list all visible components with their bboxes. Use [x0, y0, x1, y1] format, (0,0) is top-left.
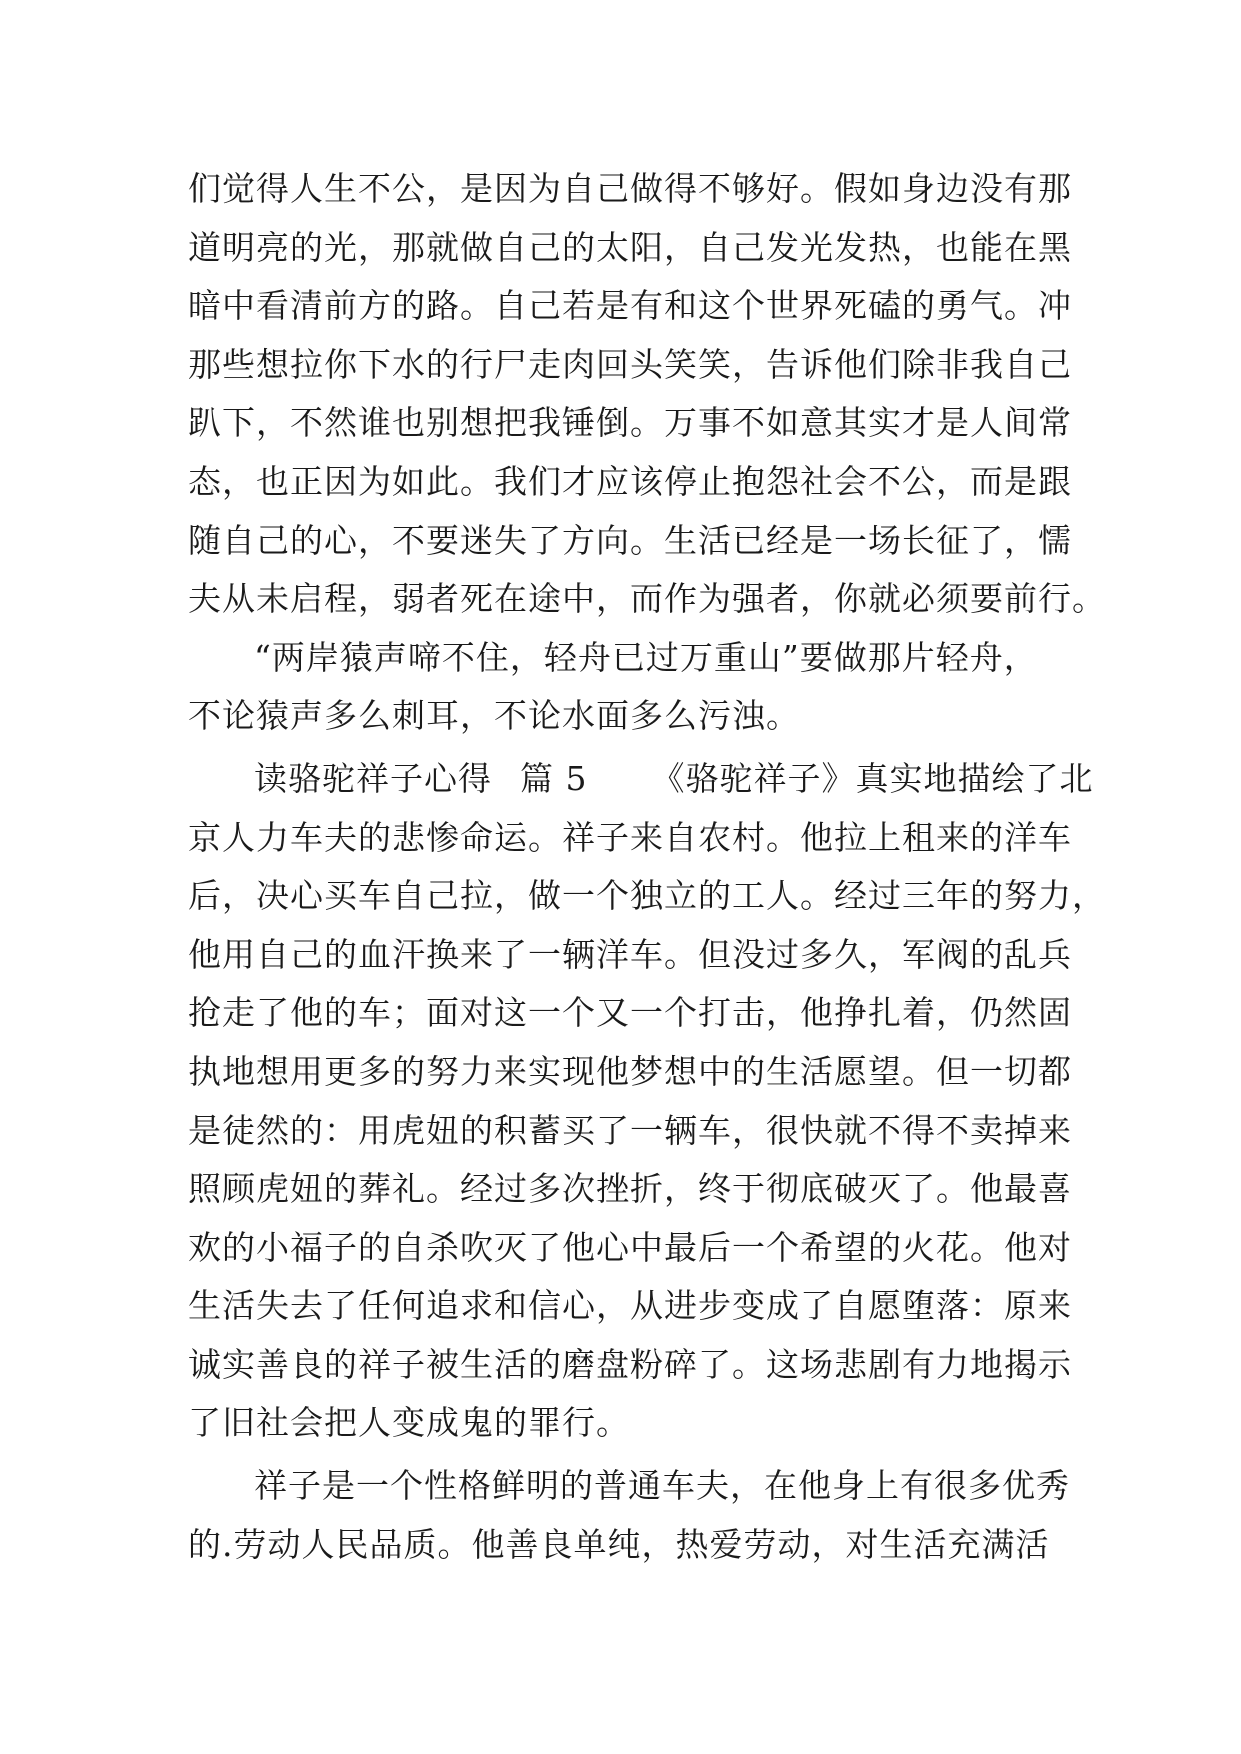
text-line: 《骆驼祥子》真实地描绘了北 — [651, 758, 1094, 798]
text-line: 诚实善良的祥子被生活的磨盘粉碎了。这场悲剧有力地揭示 — [188, 1344, 1072, 1384]
section-title: 读骆驼祥子心得 — [254, 758, 492, 798]
text-line: 的.劳动人民品质。他善良单纯，热爱劳动，对生活充满活 — [188, 1524, 1050, 1564]
text-line: “两岸猿声啼不住，轻舟已过万重山”要做那片轻舟， — [254, 637, 1038, 677]
paragraph — [188, 1457, 1068, 1574]
text-line: 暗中看清前方的路。自己若是有和这个世界死磕的勇气。冲 — [188, 286, 1072, 326]
text-line: 道明亮的光，那就做自己的太阳，自己发光发热，也能在黑 — [188, 227, 1072, 267]
text-line: 那些想拉你下水的行尸走肉回头笑笑，告诉他们除非我自己 — [188, 344, 1072, 384]
paragraph — [188, 160, 1106, 629]
text-line: 不论猿声多么刺耳，不论水面多么污浊。 — [188, 696, 800, 736]
paragraph — [188, 629, 1068, 746]
text-line: 执地想用更多的努力来实现他梦想中的生活愿望。但一切都 — [188, 1051, 1072, 1091]
text-line: 夫从未启程，弱者死在途中，而作为强者，你就必须要前行。 — [188, 579, 1106, 619]
text-line: 是徒然的：用虎妞的积蓄买了一辆车，很快就不得不卖掉来 — [188, 1110, 1072, 1150]
text-line: 生活失去了任何追求和信心，从进步变成了自愿堕落：原来 — [188, 1286, 1072, 1326]
text-line: 他用自己的血汗换来了一辆洋车。但没过多久，军阀的乱兵 — [188, 934, 1072, 974]
section-heading-line — [188, 750, 1094, 809]
text-line: 欢的小福子的自杀吹灭了他心中最后一个希望的火花。他对 — [188, 1227, 1072, 1267]
section — [188, 750, 1106, 1453]
section-number: 篇 5 — [520, 758, 588, 798]
text-line: 照顾虎妞的葬礼。经过多次挫折，终于彻底破灭了。他最喜 — [188, 1169, 1072, 1209]
document-body — [188, 160, 1106, 1574]
text-line: 京人力车夫的悲惨命运。祥子来自农村。他拉上租来的洋车 — [188, 817, 1072, 857]
text-line: 后，决心买车自己拉，做一个独立的工人。经过三年的努力， — [188, 876, 1106, 916]
text-line: 态，也正因为如此。我们才应该停止抱怨社会不公，而是跟 — [188, 461, 1072, 501]
text-line: 趴下，不然谁也别想把我锤倒。万事不如意其实才是人间常 — [188, 403, 1072, 443]
text-line: 抢走了他的车；面对这一个又一个打击，他挣扎着，仍然固 — [188, 993, 1072, 1033]
text-line: 了旧社会把人变成鬼的罪行。 — [188, 1403, 630, 1443]
text-line: 随自己的心，不要迷失了方向。生活已经是一场长征了，懦 — [188, 520, 1072, 560]
text-line: 们觉得人生不公，是因为自己做得不够好。假如身边没有那 — [188, 169, 1072, 208]
text-line: 祥子是一个性格鲜明的普通车夫，在他身上有很多优秀 — [254, 1466, 1070, 1506]
